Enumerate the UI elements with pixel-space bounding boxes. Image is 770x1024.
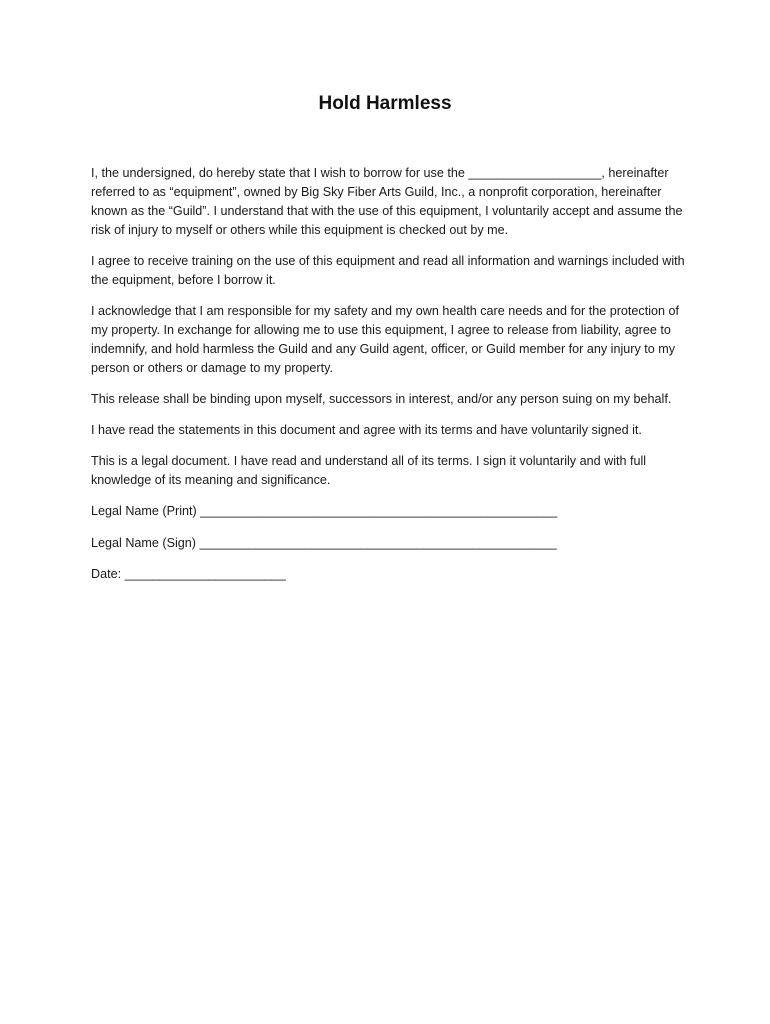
legal-name-print-field: Legal Name (Print) ___________________________________________________ — [91, 504, 558, 518]
legal-name-sign-field: Legal Name (Sign) ___________________________________________________ — [91, 535, 557, 550]
date-field: Date: _______________________ — [91, 567, 286, 581]
paragraph-binding-release: This release shall be binding upon myself, successors in interest, and/or any person suing on my behalf. — [91, 392, 672, 406]
paragraph-read-statements: I have read the statements in this document and agree with its terms and have voluntarily signed it. — [91, 423, 642, 437]
document-body — [91, 164, 691, 597]
paragraph-training: I agree to receive training on the use of this equipment and read all information and warnings included with the equipment, before I borrow it. — [91, 254, 685, 287]
paragraph-legal-document: This is a legal document. I have read and understand all of its terms. I sign it voluntarily and with full knowledge of its meaning and significance. — [91, 454, 647, 487]
signature-fields — [91, 502, 691, 584]
paragraph-responsibility: I acknowledge that I am responsible for my safety and my own health care needs and for the protection of my property. In exchange for allowing me to use this equipment, I agree to release from liability, agree to indemnify, and hold harmless the Guild and any Guild agent, officer, or Guild member for any injury to my person or others or damage to my property. — [91, 304, 680, 375]
document-title: Hold Harmless — [318, 93, 452, 114]
paragraph-borrow-statement: I, the undersigned, do hereby state that I wish to borrow for use the ___________________, hereinafter referred to as “equipment”, owned by Big Sky Fiber Arts Guild, Inc., a nonprofit corporation, hereinafter known as the “Guild”. I understand that with the use of this equipment, I voluntarily accept and assume the risk of injury to myself or others while this equipment is checked out by me. — [91, 166, 683, 237]
